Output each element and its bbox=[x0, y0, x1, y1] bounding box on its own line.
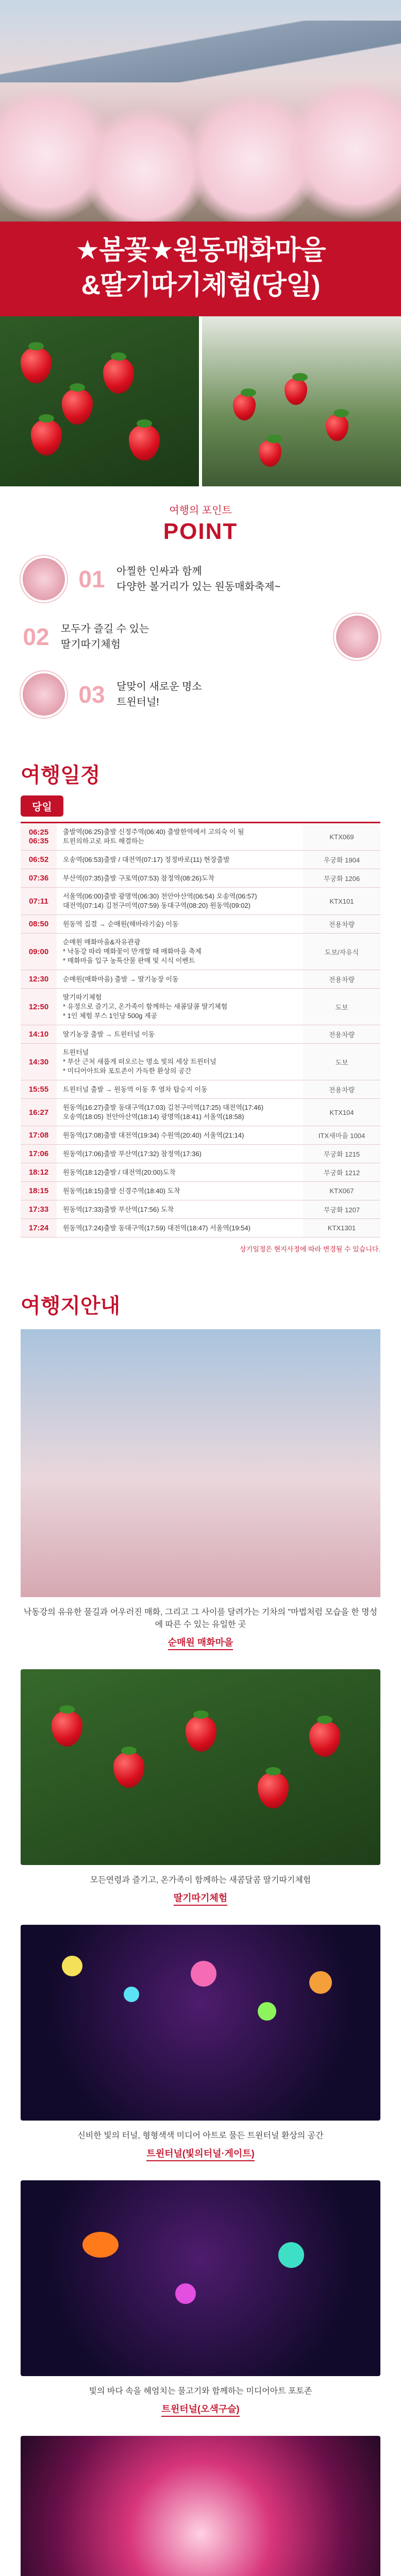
itinerary-row bbox=[21, 1044, 380, 1080]
itinerary-note: 도보/자유식 bbox=[303, 934, 380, 970]
itinerary-note: 우궁화 1904 bbox=[303, 851, 380, 869]
itinerary-time: 12:30 bbox=[21, 970, 57, 988]
itinerary-desc: 순매원 매화마을&자유관광 * 낙동강 따라 매화꽃이 만개할 때 매화마을 축제 * 매화마을 입구 농특산물 판매 및 시식 이벤트 bbox=[63, 938, 202, 964]
itinerary-row bbox=[21, 1145, 380, 1163]
itinerary-note: 상기일정은 현지사정에 따라 변경될 수 있습니다. bbox=[240, 1245, 380, 1253]
itinerary-note: ITX새마을 1004 bbox=[303, 1126, 380, 1144]
point-text: 달맞이 새로운 명소 트윈터널! bbox=[116, 681, 202, 708]
itinerary-desc: 딸기농장 출발 → 트윈터널 이동 bbox=[63, 1030, 155, 1038]
itinerary-row bbox=[21, 1080, 380, 1099]
itinerary-desc: 출발역(06:25)출발 신정주역(06:40) 출발한역에서 고의숙 이 될 트윈의하고로 파트 해결하는 bbox=[63, 828, 244, 845]
itinerary-section bbox=[0, 738, 401, 1269]
point-section bbox=[0, 486, 401, 738]
point-number: 01 bbox=[78, 566, 105, 592]
itinerary-row bbox=[21, 989, 380, 1025]
itinerary-desc: 원동역(17:08)출발 대전역(19:34) 수원역(20:40) 서울역(21:14) bbox=[63, 1131, 244, 1139]
page-title-line2: &딸기따기체험(당일) bbox=[81, 270, 320, 300]
itinerary-row bbox=[21, 869, 380, 888]
guide-name: 순매원 매화마을 bbox=[168, 1637, 233, 1650]
itinerary-time: 16:27 bbox=[21, 1099, 57, 1126]
point-item bbox=[21, 614, 380, 660]
itinerary-note: KTX104 bbox=[303, 1099, 380, 1126]
itinerary-time: 07:36 bbox=[21, 869, 57, 887]
strawberry-picking-image bbox=[21, 1669, 380, 1865]
itinerary-note: 무궁화 1206 bbox=[303, 869, 380, 887]
itinerary-note: KTX1301 bbox=[303, 1219, 380, 1237]
itinerary-note: 도보 bbox=[303, 989, 380, 1025]
itinerary-time: 09:00 bbox=[21, 934, 57, 970]
itinerary-row bbox=[21, 1025, 380, 1044]
itinerary-note: 전용차량 bbox=[303, 915, 380, 933]
itinerary-table bbox=[21, 822, 380, 1238]
itinerary-desc: 원동역(16:27)출발 동대구역(17:03) 김천구미역(17:25) 대전역(17:46) 오송역(18:05) 천안아산역(18:14) 광명역(18:41) 서울역(18:58) bbox=[63, 1104, 264, 1121]
itinerary-time: 08:50 bbox=[21, 915, 57, 933]
guide-name: 딸기따기체험 bbox=[174, 1893, 227, 1906]
title-band bbox=[0, 222, 401, 316]
itinerary-desc: 트윈터널 * 부산 근처 새롭게 떠오르는 명소 빛의 세상 트윈터널 * 미디어아트와 포토존이 가득한 환상의 공간 bbox=[63, 1048, 216, 1075]
point-item bbox=[21, 671, 380, 718]
itinerary-time: 17:33 bbox=[21, 1200, 57, 1218]
itinerary-note: KTX101 bbox=[303, 888, 380, 914]
itinerary-desc: 원동역 집결 → 순매원(해바라기숲) 이동 bbox=[63, 920, 179, 928]
itinerary-time: 18:12 bbox=[21, 1163, 57, 1181]
mountain-shape bbox=[0, 21, 401, 82]
point-image bbox=[334, 614, 380, 660]
itinerary-row bbox=[21, 1163, 380, 1182]
itinerary-note: 전용차량 bbox=[303, 1025, 380, 1043]
guide-title: 여행지안내 bbox=[21, 1295, 121, 1317]
itinerary-row bbox=[21, 915, 380, 934]
itinerary-desc: 딸기따기체험 * 유정으로 즐기고, 온가족이 함께하는 새콤달콤 딸기체험 * 1인 체험 부스 1인당 500g 제공 bbox=[63, 993, 228, 1020]
itinerary-desc: 부산역(07:35)출발 구포역(07:53) 참정역(08:26)도착 bbox=[63, 874, 215, 882]
itinerary-time: 17:24 bbox=[21, 1219, 57, 1237]
itinerary-row bbox=[21, 851, 380, 869]
itinerary-note: KTX069 bbox=[303, 823, 380, 850]
guide-caption: 모든연령과 즐기고, 온가족이 함께하는 새콤달콤 딸기따기체험 bbox=[90, 1876, 311, 1885]
colorful-orbs-image bbox=[21, 2180, 380, 2376]
itinerary-desc: 원동역(17:33)출발 부산역(17:56) 도착 bbox=[63, 1205, 174, 1213]
strawberry-photo bbox=[0, 316, 199, 486]
strawberry-photos bbox=[0, 316, 401, 486]
guide-name: 트윈터널(빛의터널·게이트) bbox=[146, 2148, 254, 2161]
itinerary-desc: 순매원(매화마을) 출발 → 딸기농장 이동 bbox=[63, 975, 179, 983]
itinerary-time: 14:30 bbox=[21, 1044, 57, 1080]
itinerary-note: 무궁화 1215 bbox=[303, 1145, 380, 1163]
itinerary-row bbox=[21, 1182, 380, 1200]
itinerary-row bbox=[21, 934, 380, 970]
guide-section bbox=[0, 1269, 401, 2576]
itinerary-row bbox=[21, 1219, 380, 1238]
itinerary-note: 도보 bbox=[303, 1044, 380, 1080]
page-title-line1: ★봄꽃★원동매화마을 bbox=[75, 235, 326, 265]
guide-caption: 낙동강의 유유한 물길과 어우러진 매화, 그리고 그 사이를 달려가는 기차의 "마법처럼 모습을 한 명성에 따른 수 있는 유일한 곳 bbox=[23, 1608, 378, 1629]
itinerary-row bbox=[21, 888, 380, 915]
point-heading: POINT bbox=[163, 519, 238, 544]
point-number: 03 bbox=[78, 681, 105, 708]
light-tunnel-image bbox=[21, 1925, 380, 2121]
itinerary-time: 12:50 bbox=[21, 989, 57, 1025]
point-subtitle: 여행의 포인트 bbox=[169, 505, 232, 516]
itinerary-note: 전용차량 bbox=[303, 1080, 380, 1098]
itinerary-note: 무궁화 1212 bbox=[303, 1163, 380, 1181]
point-number: 02 bbox=[23, 623, 49, 650]
blossom-cluster bbox=[21, 1484, 165, 1597]
itinerary-time: 06:52 bbox=[21, 851, 57, 869]
day-badge: 당일 bbox=[21, 795, 63, 817]
itinerary-row bbox=[21, 823, 380, 851]
greenhouse-photo bbox=[202, 316, 401, 486]
itinerary-time: 17:06 bbox=[21, 1145, 57, 1163]
blossom-cluster bbox=[21, 1329, 175, 1484]
itinerary-desc: 원동역(18:12)출발 / 대전역(20:00)도착 bbox=[63, 1168, 176, 1176]
guide-caption: 신비한 빛의 터널, 형형색색 미디어 아트로 물든 트윈터널 환상의 공간 bbox=[77, 2131, 324, 2140]
itinerary-desc: 원동역(18:15)출발 신경주역(18:40) 도착 bbox=[63, 1187, 180, 1195]
itinerary-desc: 원동역(17:24)출발 동대구역(17:59) 대전역(18:47) 서울역(19:54) bbox=[63, 1224, 250, 1232]
itinerary-row bbox=[21, 970, 380, 989]
guide-name: 트윈터널(오색구슬) bbox=[161, 2404, 239, 2417]
itinerary-note: 전용차량 bbox=[303, 970, 380, 988]
point-text: 모두가 즐길 수 있는 딸기따기체험 bbox=[61, 623, 149, 650]
itinerary-row bbox=[21, 1126, 380, 1145]
itinerary-row bbox=[21, 1099, 380, 1126]
itinerary-note: 무궁화 1207 bbox=[303, 1200, 380, 1218]
hero-image bbox=[0, 0, 401, 222]
itinerary-desc: 오송역(06:53)출발 / 대전역(07:17) 정정바로(11) 현장출발 bbox=[63, 855, 230, 863]
itinerary-desc: 트윈터널 출발 → 원동역 이동 후 열차 탑승지 이동 bbox=[63, 1085, 208, 1093]
itinerary-desc: 서울역(06:00)출발 광명역(06:30) 천안아산역(06:54) 오송역(06:57) 대전역(07:14) 김천구미역(07:59) 동대구역(08:20) 원동역(09:02) bbox=[63, 892, 257, 909]
itinerary-time: 15:55 bbox=[21, 1080, 57, 1098]
point-text: 아찔한 인싸과 함께 다양한 볼거리가 있는 원동매화축제~ bbox=[116, 566, 281, 592]
point-item bbox=[21, 556, 380, 602]
itinerary-time: 07:11 bbox=[21, 888, 57, 914]
itinerary-title: 여행일정 bbox=[21, 764, 101, 787]
point-image bbox=[21, 671, 67, 718]
heart-tunnel-image bbox=[21, 2436, 380, 2576]
itinerary-time: 18:15 bbox=[21, 1182, 57, 1200]
itinerary-time: 14:10 bbox=[21, 1025, 57, 1043]
itinerary-desc: 원동역(17:06)출발 부산역(17:32) 참정역(17:36) bbox=[63, 1149, 202, 1158]
plum-village-image bbox=[21, 1329, 380, 1597]
itinerary-note: KTX067 bbox=[303, 1182, 380, 1200]
itinerary-time: 06:25 06:35 bbox=[21, 823, 57, 850]
guide-caption: 빛의 바다 속을 헤엄치는 물고기와 함께하는 미디어아트 포토존 bbox=[89, 2387, 312, 2396]
itinerary-row bbox=[21, 1200, 380, 1219]
itinerary-time: 17:08 bbox=[21, 1126, 57, 1144]
point-image bbox=[21, 556, 67, 602]
